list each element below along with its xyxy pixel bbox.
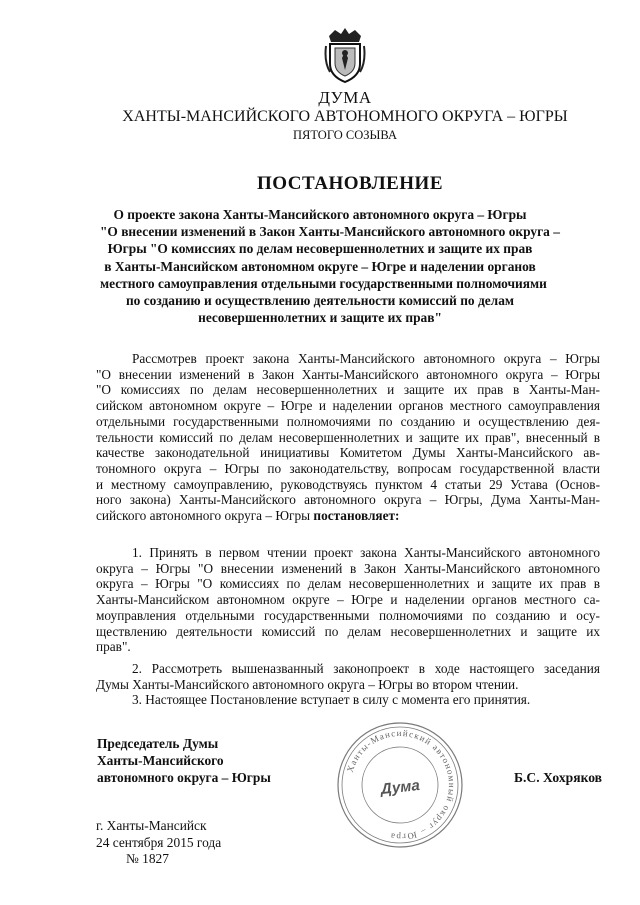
preamble-line: "О комиссиях по делам несовершеннолетних и защите их прав в Ханты-Ман-	[96, 382, 600, 398]
item-line: Ханты-Мансийском автономном округе – Югре и наделении органов местного са-	[96, 592, 600, 608]
preamble-line: качестве законодательной инициативы Комитетом Думы Ханты-Мансийского ав-	[96, 445, 600, 461]
preamble-line: "О внесении изменений в Закон Ханты-Мансийского автономного округа – Югры	[96, 366, 600, 382]
resolves-word: постановляет:	[313, 508, 400, 524]
convocation: ПЯТОГО СОЗЫВА	[292, 128, 398, 142]
subject-line: несовершеннолетних и защите их прав"	[198, 310, 442, 326]
preamble-line: ного закона) Ханты-Мансийского автономного округа – Югры, Дума Ханты-Ман-	[96, 492, 600, 508]
document-type: ПОСТАНОВЛЕНИЕ	[256, 173, 444, 194]
subject-line: "О внесении изменений в Закон Ханты-Мансийского автономного округа –	[100, 224, 560, 240]
document-number: № 1827	[126, 851, 169, 866]
item-line: Думы Ханты-Мансийского автономного округа – Югры во втором чтении.	[96, 676, 519, 692]
preamble-line: отдельными государственными полномочиями по созданию и осуществлению дея-	[96, 413, 600, 429]
signatory-title	[97, 735, 271, 786]
preamble-line: Рассмотрев проект закона Ханты-Мансийского автономного округа – Югры	[132, 351, 600, 366]
preamble-last-text: сийского автономного округа – Югры	[96, 508, 311, 524]
seal-center-text: Дума	[379, 776, 421, 798]
signatory-title-line: Ханты-Мансийского	[97, 753, 224, 768]
preamble-line: тельности комиссий по делам несовершеннолетних и защите их прав", внесенный в	[96, 429, 600, 445]
preamble-paragraph	[96, 351, 600, 524]
preamble-last-line	[96, 508, 600, 524]
coat-of-arms-icon	[323, 26, 367, 84]
preamble-line: и местному самоуправлению, руководствуясь пунктом 4 статьи 29 Устава (Основ-	[96, 476, 600, 492]
item-line: 3. Настоящее Постановление вступает в силу с момента его принятия.	[132, 692, 531, 707]
signer-name: Б.С. Хохряков	[514, 770, 603, 785]
preamble-line: сийском автономном округе – Югре и наделении органов местного самоуправления	[96, 398, 600, 414]
document-subject	[100, 206, 560, 326]
subject-line: местного самоуправления отдельными государственными полномочиями	[100, 275, 547, 291]
item-line: 1. Принять в первом чтении проект закона Ханты-Мансийского автономного	[132, 545, 600, 560]
signatory-title-line: Председатель Думы	[97, 736, 219, 751]
okrug-name: ХАНТЫ-МАНСИЙСКОГО АВТОНОМНОГО ОКРУГА – ЮГРЫ	[122, 108, 568, 125]
subject-line: в Ханты-Мансийском автономном округе – Югре и наделении органов	[104, 258, 536, 274]
item-line: округа – Югры "О внесении изменений в Закон Ханты-Мансийского автономного	[96, 560, 600, 576]
subject-line: Югры "О комиссиях по делам несовершеннолетних и защите их прав	[107, 241, 533, 257]
preamble-line: тономного округа – Югры по законодательству, вопросам государственной власти	[96, 460, 600, 476]
seal-ring-text: Ханты-Мансийский автономный округ – Югра	[344, 727, 458, 843]
official-seal	[335, 720, 465, 850]
subject-line: О проекте закона Ханты-Мансийского автономного округа – Югры	[113, 207, 527, 222]
institution-title: ДУМА	[318, 88, 372, 107]
item-2-paragraph	[96, 661, 600, 692]
item-line: ществлению деятельности комиссий по делам несовершеннолетних и защите их	[96, 623, 600, 639]
item-line: прав".	[96, 639, 131, 655]
item-line: моуправления отдельными государственными полномочиями по созданию и осу-	[96, 607, 600, 623]
place-date-number	[96, 818, 221, 868]
item-line: округа – Югры "О комиссиях по делам несовершеннолетних и защите их прав в	[96, 576, 600, 592]
subject-line: по созданию и осуществлению деятельности комиссий по делам	[125, 293, 515, 309]
date: 24 сентября 2015 года	[96, 834, 222, 850]
city: г. Ханты-Мансийск	[96, 818, 207, 833]
item-3-paragraph	[96, 692, 600, 708]
signatory-title-line: автономного округа – Югры	[97, 770, 271, 785]
item-1-paragraph	[96, 545, 600, 655]
item-line: 2. Рассмотреть вышеназванный законопроект в ходе настоящего заседания	[132, 661, 600, 676]
